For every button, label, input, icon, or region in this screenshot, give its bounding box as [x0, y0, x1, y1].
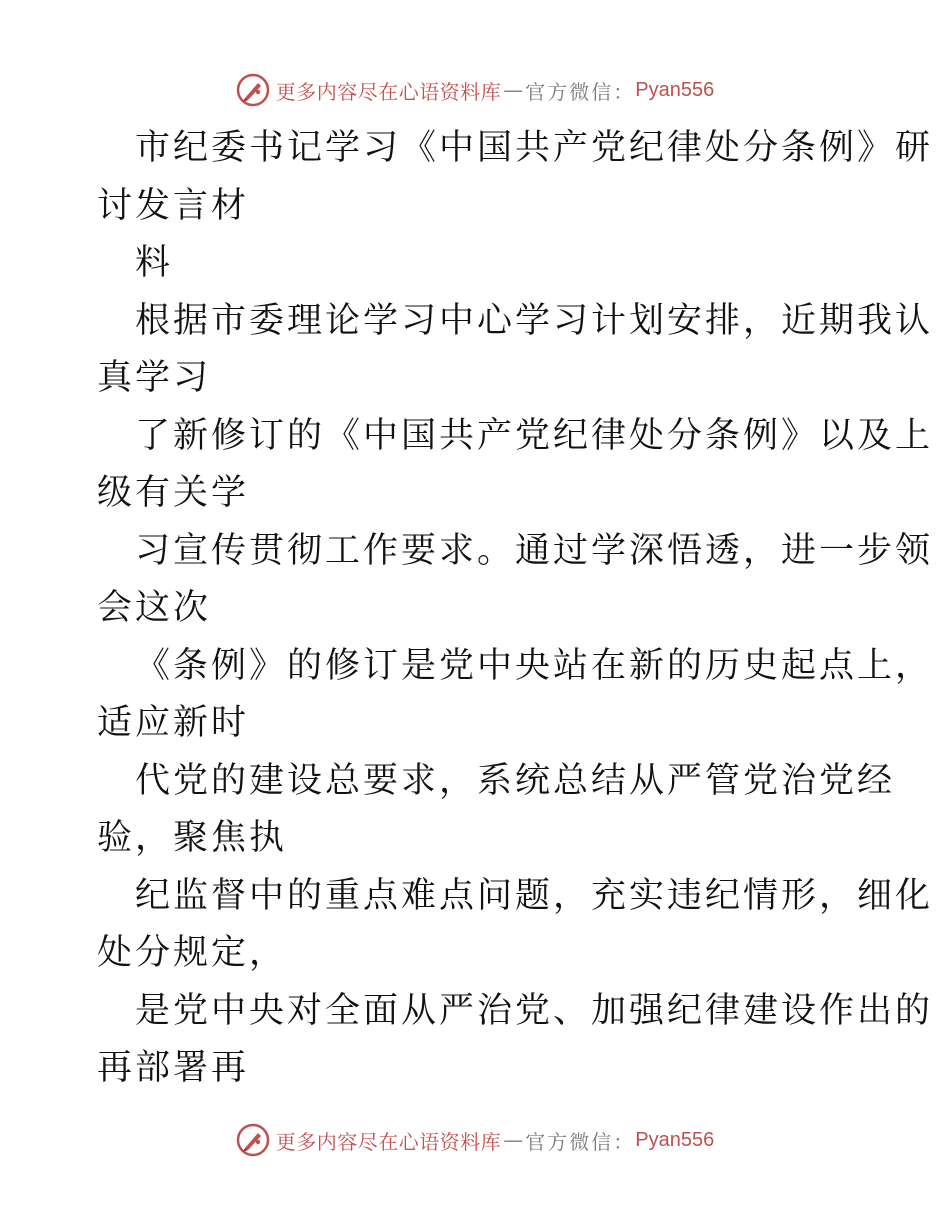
footer-watermark [0, 1120, 950, 1160]
text-line: 代党的建设总要求，系统总结从严管党治党经 [135, 760, 896, 801]
text-line: 讨发言材 [97, 185, 250, 226]
watermark-official-label: 官方微信： [525, 1129, 636, 1154]
text-line: 真学习 [97, 358, 212, 398]
watermark-official-label: 官方微信： [525, 79, 636, 104]
text-line: 验，聚焦执 [97, 818, 288, 858]
document-body [97, 120, 934, 1098]
watermark-account: Pyan556 [635, 1128, 715, 1151]
text-line: 再部署再 [97, 1048, 250, 1088]
text-line: 是党中央对全面从严治党、加强纪律建设作出的 [135, 990, 934, 1031]
text-line: 《条例》的修订是党中央站在新的历史起点上， [135, 645, 934, 686]
text-line: 根据市委理论学习中心学习计划安排，近期我认 [135, 300, 934, 341]
text-line: 习宣传贯彻工作要求。通过学深悟透，进一步领 [135, 530, 934, 571]
watermark-account: Pyan556 [635, 78, 715, 101]
watermark-brand: 更多内容尽在心语资料库 [275, 1129, 502, 1154]
watermark-separator: — [503, 78, 524, 102]
text-line: 会这次 [97, 588, 212, 628]
text-line: 处分规定， [97, 933, 288, 973]
header-watermark [0, 70, 950, 110]
text-line: 料 [135, 243, 174, 283]
text-line: 纪监督中的重点难点问题，充实违纪情形，细化 [135, 875, 934, 916]
quill-logo-icon [236, 73, 270, 107]
text-line: 了新修订的《中国共产党纪律处分条例》以及上 [135, 415, 934, 456]
watermark-separator: — [503, 1128, 524, 1152]
text-line: 适应新时 [97, 703, 250, 743]
text-line: 市纪委书记学习《中国共产党纪律处分条例》研 [135, 128, 934, 168]
watermark-brand: 更多内容尽在心语资料库 [275, 79, 502, 104]
text-line: 级有关学 [97, 473, 250, 513]
quill-logo-icon [236, 1123, 270, 1157]
